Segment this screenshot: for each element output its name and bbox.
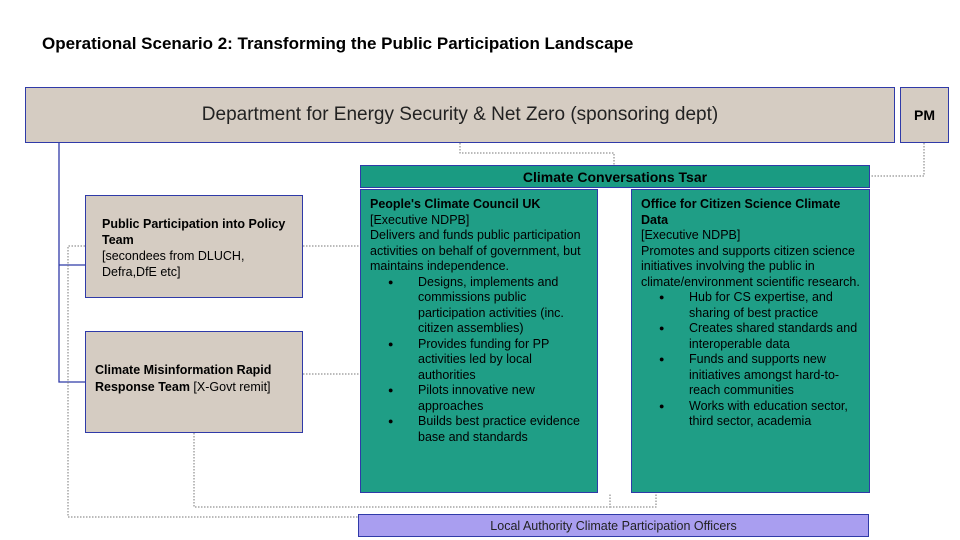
list-item: ● Hub for CS expertise, and sharing of best practice	[641, 290, 863, 321]
tsar-label: Climate Conversations Tsar	[522, 168, 708, 185]
list-item: ● Funds and supports new initiatives amongst hard-to-reach communities	[641, 352, 863, 399]
public-participation-team-box	[85, 195, 303, 298]
ocs-bullet-list	[641, 290, 863, 430]
ocs-name: Office for Citizen Science Climate Data	[641, 197, 841, 227]
ocs-desc: Promotes and supports citizen science initiatives involving the public in climate/environment scientific research.	[641, 243, 860, 289]
dept-label: Department for Energy Security & Net Zero (sponsoring dept)	[201, 104, 719, 125]
list-item: ● Builds best practice evidence base and standards	[370, 414, 591, 445]
dept-tsar-dotted	[460, 143, 614, 165]
ppt-detail: [secondees from DLUCH, Defra,DfE etc]	[102, 249, 245, 279]
lacpo-label: Local Authority Climate Participation Officers	[490, 518, 737, 533]
misinformation-team-box	[85, 331, 303, 433]
peoples-climate-council-box	[360, 189, 598, 493]
dept-box	[25, 87, 895, 143]
list-item: ● Provides funding for PP activities led by local authorities	[370, 337, 591, 384]
list-item: ● Designs, implements and commissions public participation activities (inc. citizen assemblies)	[370, 275, 591, 337]
list-item: ● Creates shared standards and interoperable data	[641, 321, 863, 352]
citizen-science-office-box	[631, 189, 870, 493]
pm-box	[900, 87, 949, 143]
ppt-name: Public Participation into Policy Team	[102, 217, 286, 247]
cmr-detail: [X-Govt remit]	[189, 380, 271, 394]
page-title: Operational Scenario 2: Transforming the Public Participation Landscape	[42, 34, 634, 53]
list-item: ● Pilots innovative new approaches	[370, 383, 591, 414]
list-item: ● Works with education sector, third sector, academia	[641, 399, 863, 430]
pm-label: PM	[914, 107, 935, 123]
pcc-type: [Executive NDPB]	[370, 212, 470, 227]
local-authority-officers-box	[358, 514, 869, 537]
ocs-type: [Executive NDPB]	[641, 228, 741, 242]
pcc-desc: Delivers and funds public participation activities on behalf of government, but maintains independence.	[370, 228, 581, 273]
pcc-bullet-list	[370, 275, 591, 446]
cmr-name: Climate Misinformation Rapid Response Team	[95, 363, 272, 394]
pm-tsar-dotted	[870, 143, 924, 176]
tsar-header	[360, 165, 870, 188]
pcc-name: People's Climate Council UK	[370, 197, 541, 211]
dept-solid-connector	[59, 143, 85, 382]
